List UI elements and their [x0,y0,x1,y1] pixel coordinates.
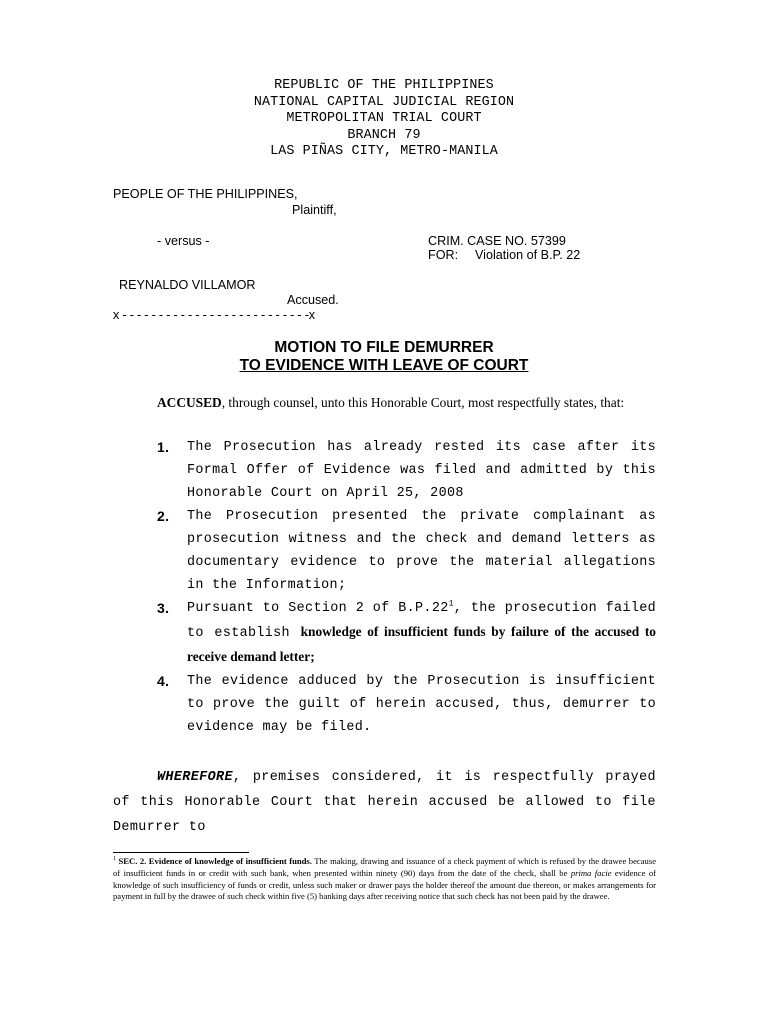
allegation-text-mid: , the prosecution failed to establish [187,601,656,641]
footnote-text-before: The making, drawing and issuance of a check payment of which is refused by the drawee because of insufficient funds in or credit with such bank, when presented within ninety (90) days from the date of the check, shall be [113,856,657,878]
allegation-number: 3. [157,600,170,616]
allegation-item-1 [157,436,656,505]
allegation-text-after: ; [310,649,315,664]
wherefore-text: , premises considered, it is respectfully prayed of this Honorable Court that herein accused be allowed to file Demurrer to [113,770,656,835]
footnote-divider [113,852,249,853]
footnote-italic: prima facie [570,867,612,878]
versus-label: - versus - [157,234,210,248]
motion-title-line-2: TO EVIDENCE WITH LEAVE OF COURT [239,357,529,374]
allegation-item-4 [157,670,656,739]
plaintiff-role: Plaintiff, [292,203,337,217]
header-line-branch: BRANCH 79 [347,127,421,143]
allegation-text: The Prosecution has already rested its case after its Formal Offer of Evidence was filed and admitted by this Honorable Court on April 25, 2008 [187,440,656,501]
wherefore-lead: WHEREFORE [157,770,233,785]
intro-paragraph [113,393,656,412]
allegation-text: The evidence adduced by the Prosecution is insufficient to prove the guilt of herein accused, thus, demurrer to evidence may be filed. [187,674,656,735]
accused-name: REYNALDO VILLAMOR [119,278,256,292]
header-line-city: LAS PIÑAS CITY, METRO-MANILA [270,144,498,159]
footnote-marker: 1 [113,856,116,863]
wherefore-paragraph [113,765,656,840]
case-number: CRIM. CASE NO. 57399 [428,234,566,248]
allegation-text: The Prosecution presented the private complainant as prosecution witness and the check and demand letters as documentary evidence to prove the material allegations in the Information; [187,509,656,593]
motion-title-line-1: MOTION TO FILE DEMURRER [274,339,494,356]
intro-text: , through counsel, unto this Honorable Court, most respectfully states, that: [221,395,625,410]
header-line-republic: REPUBLIC OF THE PHILIPPINES [274,78,494,93]
footnote-reference[interactable]: 1 [448,599,454,609]
footnote [113,856,656,903]
accused-role: Accused. [287,293,339,307]
allegation-number: 1. [157,439,170,455]
header-line-region: NATIONAL CAPITAL JUDICIAL REGION [253,94,515,110]
plaintiff-name: PEOPLE OF THE PHILIPPINES, [113,187,298,201]
case-for-label: FOR: [428,248,459,262]
allegation-text-before: Pursuant to Section 2 of B.P.22 [187,601,449,616]
allegation-number: 2. [157,508,170,524]
allegation-bold-text: knowledge of insufficient funds by failure of the accused to receive demand letter [187,624,656,664]
numbered-allegations [157,436,656,739]
footnote-text-after: evidence of knowledge of such insufficiency of funds or credit, unless such maker or drawer pays the holder thereof the amount due thereon, or makes arrangements for payment in full by the drawee of such check within five (5) banking days after receiving notice that such check has not been paid by the drawee. [113,867,656,902]
caption-separator: x - - - - - - - - - - - - - - - - - - - - - - - - - -x [113,308,315,322]
header-line-court: METROPOLITAN TRIAL COURT [286,111,482,126]
allegation-number: 4. [157,673,170,689]
allegation-item-3 [157,597,656,670]
footnote-heading: SEC. 2. Evidence of knowledge of insufficient funds. [118,856,312,866]
allegation-item-2 [157,505,656,597]
court-header [0,78,768,161]
intro-lead: ACCUSED [157,395,222,410]
case-violation: Violation of B.P. 22 [475,248,581,262]
